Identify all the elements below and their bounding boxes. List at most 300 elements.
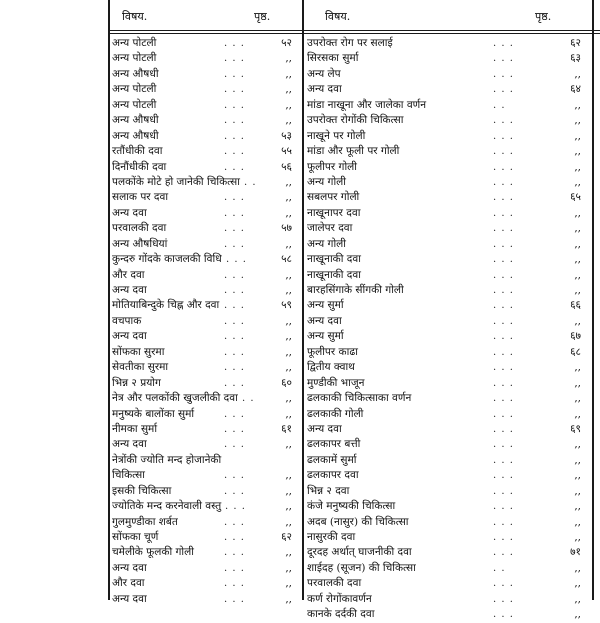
index-entry	[112, 468, 296, 483]
index-entry	[307, 113, 587, 128]
index-entry	[112, 437, 296, 452]
entry-leader-dots: . . .	[224, 161, 245, 173]
entry-label: कर्ण रोगोंकावर्णन	[307, 592, 372, 605]
index-entry	[307, 391, 587, 406]
index-entry	[307, 129, 587, 144]
entry-label: अन्य पोटली	[112, 83, 157, 96]
entry-page-number: ५६	[281, 160, 292, 173]
entry-label: अन्य औषधियां	[112, 237, 168, 250]
entry-leader-dots: . . .	[493, 53, 514, 65]
entry-leader-dots: . . .	[224, 146, 245, 158]
index-entry	[112, 545, 296, 560]
entry-label: कंजे मनुष्यकी चिकित्सा	[307, 500, 396, 513]
entry-page-number: ,,	[574, 361, 581, 374]
entry-label: अन्य गोली	[307, 175, 347, 188]
entry-page-number: ,,	[285, 83, 292, 96]
index-entry	[307, 98, 587, 113]
index-entry	[112, 252, 296, 267]
index-entry	[307, 67, 587, 82]
entry-page-number: ७१	[570, 546, 581, 559]
entry-page-number: ,,	[285, 314, 292, 327]
index-entry	[112, 221, 296, 236]
index-entry	[307, 515, 587, 530]
index-entry	[112, 298, 296, 313]
entry-label: कुन्दरु गोंदके काजलकी विधि	[112, 253, 222, 266]
index-entry	[307, 36, 587, 51]
entry-label: ढलकामें सुर्मा	[307, 453, 357, 466]
entry-label: नीमका सुर्मा	[112, 422, 158, 435]
index-entry	[307, 329, 587, 344]
index-entry	[112, 499, 296, 514]
entry-label: दिनौंधीकी दवा	[112, 160, 167, 173]
entry-leader-dots: . . .	[224, 84, 245, 96]
entry-leader-dots: . . .	[493, 377, 514, 389]
entry-leader-dots: . . .	[224, 99, 245, 111]
entry-leader-dots: . . .	[224, 115, 245, 127]
index-entry	[307, 175, 587, 190]
entry-label: गुलमुण्डीका शर्बत	[112, 515, 178, 528]
entry-page-number: ,,	[574, 253, 581, 266]
entry-label: अन्य पोटली	[112, 98, 157, 111]
entry-label: चिकित्सा	[112, 469, 145, 482]
entry-page-number: ,,	[285, 345, 292, 358]
entry-page-number: ,,	[285, 268, 292, 281]
entry-label: सोंफका चूर्ण	[112, 531, 159, 543]
left-header-page: पृष्ठ.	[254, 10, 271, 23]
entry-page-number: ,,	[574, 407, 581, 420]
entry-page-number: ,,	[574, 114, 581, 127]
index-entry	[307, 576, 587, 591]
entry-label: अन्य औषधी	[112, 129, 159, 142]
right-header-subject: विषय.	[325, 10, 351, 23]
entry-page-number: ,,	[574, 206, 581, 219]
entry-leader-dots: . . .	[493, 362, 514, 374]
index-entry	[307, 437, 587, 452]
entry-label: शाईदह (सूजन) की चिकित्सा	[307, 561, 416, 574]
index-entry	[112, 376, 296, 391]
entry-label: अन्य दवा	[112, 561, 147, 574]
entry-page-number: ,,	[574, 67, 581, 80]
entry-leader-dots: . . .	[493, 300, 514, 312]
entry-page-number: ,,	[285, 392, 292, 405]
entry-leader-dots: . . .	[224, 285, 245, 296]
entry-page-number: ,,	[285, 469, 292, 482]
entry-leader-dots: . . .	[493, 454, 514, 466]
entry-page-number: ,,	[285, 175, 292, 188]
entry-page-number: ६२	[281, 531, 292, 543]
entry-leader-dots: . . .	[493, 68, 514, 80]
index-entry	[112, 129, 296, 144]
right-header-page: पृष्ठ.	[535, 10, 552, 23]
entry-label: अन्य औषधी	[112, 67, 159, 80]
entry-leader-dots: . . .	[493, 485, 514, 497]
entry-label: ढलकापर बत्ती	[307, 438, 361, 451]
entry-label: मांडा और फूली पर गोली	[307, 145, 400, 158]
entry-page-number: ,,	[285, 592, 292, 605]
entry-page-number: ५३	[281, 129, 292, 142]
entry-label: दूरदह अर्थात् घाजनीकी दवा	[307, 546, 412, 559]
index-entry	[307, 545, 587, 560]
entry-leader-dots: . . .	[224, 192, 245, 204]
left-header-subject: विषय.	[122, 10, 148, 23]
index-entry	[307, 82, 587, 97]
entry-label: सलाक पर दवा	[112, 191, 169, 204]
index-entry	[112, 283, 296, 298]
entry-leader-dots: . . .	[493, 115, 514, 127]
entry-page-number: ५२	[281, 37, 292, 49]
entry-label: सेवतीका सुरमा	[112, 361, 169, 374]
entry-page-number: ६९	[570, 422, 581, 435]
index-entry	[112, 422, 296, 437]
entry-leader-dots: . . .	[224, 532, 245, 543]
entry-label: ज्योतिके मन्द करनेवाली वस्तु	[112, 500, 222, 513]
entry-page-number: ६५	[570, 191, 581, 204]
entry-label: जालेपर दवा	[307, 222, 353, 235]
entry-leader-dots: . . .	[493, 84, 514, 96]
entry-leader-dots: . . .	[493, 547, 514, 559]
entry-label: अन्य लेप	[307, 67, 341, 80]
entry-leader-dots: . . .	[493, 38, 514, 49]
entry-page-number: ,,	[285, 361, 292, 374]
entry-leader-dots: . . .	[224, 300, 245, 312]
entry-leader-dots: . . .	[226, 254, 247, 266]
entry-page-number: ,,	[574, 314, 581, 327]
entry-page-number: ६७	[570, 330, 581, 343]
entry-page-number: ५५	[281, 145, 292, 158]
entry-label: उपरोक्त रोग पर सलाई	[307, 37, 393, 49]
entry-leader-dots: . . .	[493, 285, 514, 296]
entry-leader-dots: . . .	[224, 423, 245, 435]
header-rule-bottom	[108, 33, 600, 34]
index-entry	[112, 144, 296, 159]
entry-label: अदब (नासुर) की चिकित्सा	[307, 515, 409, 528]
entry-leader-dots: . . .	[493, 223, 514, 235]
entry-label: पलकोंके मोटे हो जानेकी चिकित्सा	[112, 175, 240, 188]
index-entry	[112, 82, 296, 97]
index-entry	[307, 484, 587, 499]
index-entry	[307, 345, 587, 360]
index-entry	[112, 98, 296, 113]
index-entry	[112, 515, 296, 530]
entry-leader-dots: . .	[493, 99, 506, 111]
entry-page-number: ,,	[285, 515, 292, 528]
entry-page-number: ,,	[574, 469, 581, 482]
entry-page-number: ,,	[574, 222, 581, 235]
index-entry	[112, 67, 296, 82]
entry-page-number: ,,	[574, 484, 581, 497]
index-entry	[307, 561, 587, 576]
entry-leader-dots: . . .	[493, 130, 514, 142]
entry-leader-dots: . . .	[224, 331, 245, 343]
entry-label: भिन्न २ दवा	[307, 484, 350, 497]
index-entry	[112, 453, 296, 468]
entry-leader-dots: . . .	[493, 532, 514, 543]
index-entry	[307, 607, 587, 622]
entry-label: द्वितीय क्वाथ	[307, 361, 355, 374]
index-entry	[307, 453, 587, 468]
entry-leader-dots: . . .	[224, 130, 245, 142]
entry-label: फूलीपर गोली	[307, 160, 357, 173]
entry-leader-dots: . . .	[224, 485, 245, 497]
entry-page-number: ,,	[285, 484, 292, 497]
entry-leader-dots: . . .	[224, 547, 245, 559]
entry-leader-dots: . . .	[224, 562, 245, 574]
entry-page-number: ,,	[285, 206, 292, 219]
entry-page-number: ,,	[285, 114, 292, 127]
entry-leader-dots: . .	[493, 562, 506, 574]
entry-label: नाखूनापर दवा	[307, 206, 361, 219]
index-entry	[112, 314, 296, 329]
index-entry	[307, 468, 587, 483]
right-border-line	[592, 0, 594, 600]
entry-label: मांडा नाखूना और जालेका वर्णन	[307, 98, 427, 111]
entry-label: नाखूने पर गोली	[307, 129, 366, 142]
entry-leader-dots: . . .	[493, 254, 514, 266]
entry-leader-dots: . . .	[493, 238, 514, 250]
entry-page-number: ६६	[570, 299, 581, 312]
index-entry	[307, 592, 587, 607]
entry-page-number: ,,	[574, 160, 581, 173]
entry-label: ढलकाकी चिकित्साका वर्णन	[307, 392, 412, 405]
entry-label: कानके दर्दकी दवा	[307, 608, 375, 621]
entry-page-number: ,,	[574, 453, 581, 466]
entry-leader-dots: . . .	[224, 362, 245, 374]
index-entry	[307, 144, 587, 159]
entry-page-number: ,,	[574, 268, 581, 281]
entry-page-number: ,,	[285, 407, 292, 420]
index-entry	[112, 484, 296, 499]
entry-page-number: ,,	[285, 191, 292, 204]
entry-page-number: ,,	[574, 175, 581, 188]
entry-page-number: ,,	[285, 98, 292, 111]
index-entry	[307, 206, 587, 221]
entry-label: अन्य दवा	[307, 314, 342, 327]
entry-leader-dots: . . .	[224, 223, 245, 235]
index-entry	[307, 298, 587, 313]
entry-label: सिरसका सुर्मा	[307, 52, 359, 65]
entry-page-number: ,,	[574, 129, 581, 142]
entry-leader-dots: . . .	[493, 470, 514, 482]
right-entry-list	[307, 36, 587, 623]
entry-page-number: ,,	[285, 67, 292, 80]
index-entry	[112, 592, 296, 607]
index-entry	[307, 499, 587, 514]
entry-page-number: ६०	[281, 376, 292, 389]
left-entry-list	[112, 36, 296, 607]
index-entry	[112, 190, 296, 205]
entry-page-number: ,,	[285, 577, 292, 590]
index-entry	[112, 268, 296, 283]
index-entry	[112, 561, 296, 576]
index-entry	[112, 391, 296, 406]
entry-page-number: ,,	[574, 145, 581, 158]
index-entry	[112, 175, 296, 190]
entry-label: मुण्डीकी भाजून	[307, 376, 365, 389]
entry-leader-dots: . . .	[493, 423, 514, 435]
entry-leader-dots: . . .	[224, 578, 245, 590]
entry-label: ढलकाकी गोली	[307, 407, 364, 420]
entry-label: मनुष्यके बालोंका सुर्मा	[112, 407, 195, 420]
entry-page-number: ५७	[281, 222, 292, 235]
entry-leader-dots: . . .	[493, 207, 514, 219]
entry-leader-dots: . . .	[224, 439, 245, 451]
entry-label: नेत्रोंकी ज्योति मन्द होजानेकी	[112, 453, 222, 466]
index-entry	[307, 190, 587, 205]
entry-label: अन्य दवा	[307, 83, 342, 96]
index-entry	[307, 376, 587, 391]
entry-label: नासुरकी दवा	[307, 531, 356, 543]
entry-leader-dots: . . .	[493, 192, 514, 204]
index-entry	[112, 530, 296, 545]
entry-label: और दवा	[112, 577, 145, 590]
index-entry	[112, 345, 296, 360]
entry-page-number: ,,	[285, 561, 292, 574]
entry-label: ढलकापर दवा	[307, 469, 359, 482]
entry-page-number: ,,	[574, 98, 581, 111]
entry-page-number: ६१	[281, 422, 292, 435]
entry-leader-dots: . . .	[224, 408, 245, 420]
entry-page-number: ,,	[285, 330, 292, 343]
entry-leader-dots: . . .	[493, 516, 514, 528]
entry-label: बारहसिंगाके सींगकी गोली	[307, 284, 404, 296]
entry-leader-dots: . .	[242, 393, 255, 405]
index-entry	[112, 329, 296, 344]
entry-page-number: ,,	[285, 52, 292, 65]
entry-label: अन्य औषधी	[112, 114, 159, 127]
entry-leader-dots: . . .	[493, 578, 514, 590]
entry-leader-dots: . . .	[224, 53, 245, 65]
index-entry	[307, 314, 587, 329]
entry-label: उपरोक्त रोगोंकी चिकित्सा	[307, 114, 404, 127]
entry-label: अन्य दवा	[112, 284, 147, 296]
entry-label: अन्य दवा	[112, 592, 147, 605]
entry-label: नेत्र और पलकोंकी खुजलीकी दवा	[112, 392, 238, 405]
entry-page-number: ,,	[285, 284, 292, 296]
entry-leader-dots: . . .	[493, 176, 514, 188]
entry-leader-dots: . . .	[224, 593, 245, 605]
index-entry	[112, 160, 296, 175]
entry-page-number: ,,	[574, 500, 581, 513]
entry-page-number: ६८	[570, 345, 581, 358]
entry-page-number: ६२	[570, 37, 581, 49]
entry-page-number: ,,	[285, 500, 292, 513]
index-entry	[307, 160, 587, 175]
entry-leader-dots: . . .	[493, 593, 514, 605]
entry-leader-dots: . . .	[493, 346, 514, 358]
index-entry	[307, 530, 587, 545]
entry-label: अन्य दवा	[112, 330, 147, 343]
entry-leader-dots: . . .	[493, 269, 514, 281]
entry-label: रतौंधीकी दवा	[112, 145, 163, 158]
entry-label: चमेलीके फूलकी गोली	[112, 546, 194, 559]
entry-page-number: ६४	[570, 83, 581, 96]
entry-label: भिन्न २ प्रयोग	[112, 376, 161, 389]
index-entry	[112, 237, 296, 252]
entry-leader-dots: . . .	[493, 408, 514, 420]
entry-leader-dots: . . .	[493, 161, 514, 173]
entry-label: सबलपर गोली	[307, 191, 360, 204]
entry-leader-dots: . . .	[224, 377, 245, 389]
entry-page-number: ५८	[281, 253, 292, 266]
entry-leader-dots: . . .	[224, 238, 245, 250]
entry-label: परवालकी दवा	[112, 222, 167, 235]
entry-label: परवालकी दवा	[307, 577, 362, 590]
entry-page-number: ६३	[570, 52, 581, 65]
entry-label: अन्य सुर्मा	[307, 299, 344, 312]
entry-label: अन्य पोटली	[112, 52, 157, 65]
index-entry	[112, 36, 296, 51]
entry-leader-dots: . .	[244, 176, 257, 188]
entry-leader-dots: . . .	[493, 331, 514, 343]
entry-page-number: ,,	[285, 546, 292, 559]
entry-label: मोतियाबिन्दुके चिह्न और दवा	[112, 299, 220, 312]
entry-leader-dots: . . .	[493, 439, 514, 451]
index-entry	[112, 576, 296, 591]
entry-leader-dots: . . .	[224, 516, 245, 528]
index-entry	[112, 51, 296, 66]
entry-page-number: ,,	[285, 438, 292, 451]
entry-page-number: ,,	[574, 284, 581, 296]
entry-leader-dots: . . .	[493, 501, 514, 513]
entry-leader-dots: . . .	[224, 470, 245, 482]
entry-leader-dots: . . .	[493, 315, 514, 327]
column-divider-line	[302, 0, 304, 600]
index-entry	[307, 283, 587, 298]
entry-leader-dots: . . .	[224, 207, 245, 219]
index-entry	[307, 237, 587, 252]
entry-leader-dots: . . .	[493, 393, 514, 405]
index-entry	[307, 268, 587, 283]
entry-page-number: ,,	[574, 577, 581, 590]
entry-page-number: ,,	[574, 531, 581, 543]
index-entry	[307, 422, 587, 437]
entry-label: अन्य दवा	[112, 206, 147, 219]
entry-leader-dots: . . .	[224, 315, 245, 327]
entry-page-number: ,,	[574, 392, 581, 405]
entry-label: फूलीपर काढा	[307, 345, 358, 358]
entry-page-number: ,,	[574, 438, 581, 451]
entry-page-number: ,,	[285, 237, 292, 250]
header-rule-top	[108, 30, 600, 31]
entry-label: वचपाक	[112, 314, 142, 327]
entry-page-number: ५९	[281, 299, 292, 312]
entry-label: सोंफका सुरमा	[112, 345, 165, 358]
index-entry	[307, 407, 587, 422]
left-border-line	[108, 0, 110, 600]
entry-page-number: ,,	[574, 592, 581, 605]
entry-leader-dots: . . .	[224, 346, 245, 358]
entry-page-number: ,,	[574, 515, 581, 528]
entry-page-number: ,,	[574, 237, 581, 250]
entry-label: अन्य दवा	[307, 422, 342, 435]
index-entry	[307, 51, 587, 66]
index-entry	[307, 252, 587, 267]
entry-leader-dots: . . .	[224, 269, 245, 281]
index-entry	[307, 221, 587, 236]
entry-label: नाखूनाकी दवा	[307, 253, 361, 266]
index-entry	[112, 206, 296, 221]
entry-leader-dots: . . .	[224, 38, 245, 49]
entry-label: अन्य सुर्मा	[307, 330, 344, 343]
entry-label: नाखूनाकी दवा	[307, 268, 361, 281]
entry-label: इसकी चिकित्सा	[112, 484, 172, 497]
entry-page-number: ,,	[574, 608, 581, 621]
entry-label: अन्य दवा	[112, 438, 147, 451]
entry-page-number: ,,	[574, 561, 581, 574]
index-entry	[112, 360, 296, 375]
entry-leader-dots: . . .	[493, 609, 514, 621]
entry-page-number: ,,	[574, 376, 581, 389]
